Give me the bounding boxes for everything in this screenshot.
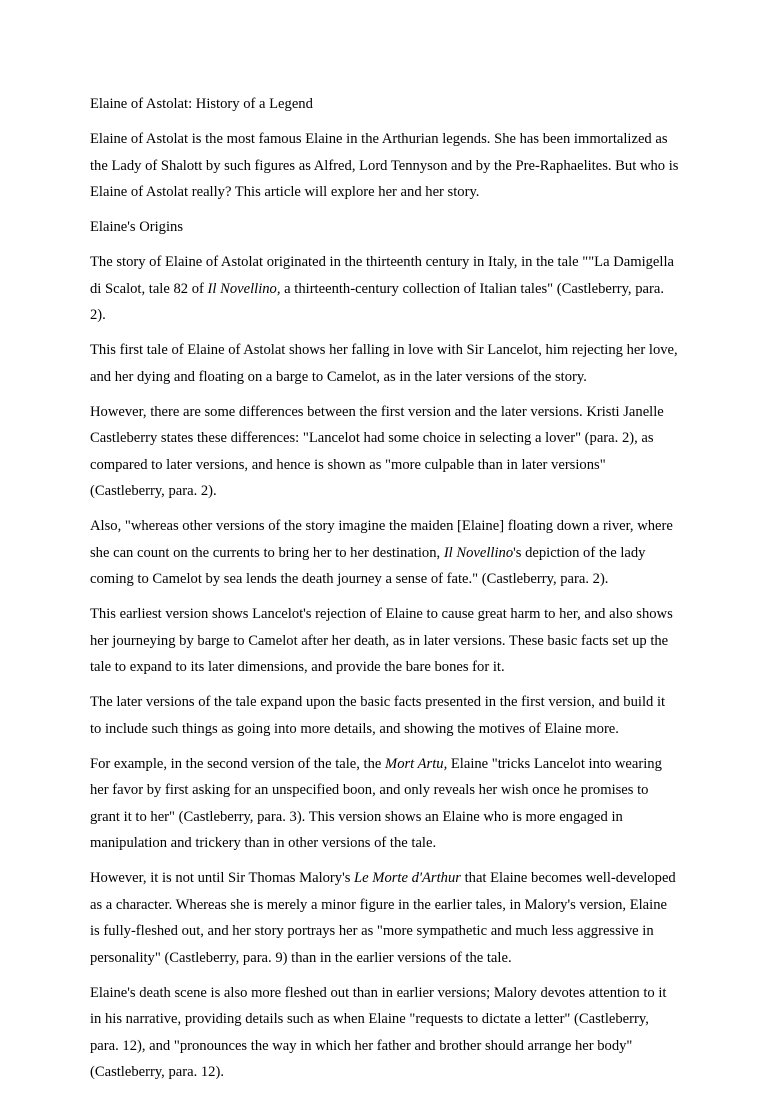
p1-italic-title: Il Novellino,: [207, 280, 281, 297]
p7-text-b: Elaine "tricks Lancelot into wearing her favor by first asking for an unspecified boon, and only reveals her wish once he promises to grant it to her" (Castleberry, para. 3). This version shows an Elaine who is more engaged in manipulation and trickery than in other versions of the tale.: [90, 755, 662, 851]
sea-journey-paragraph: [90, 513, 680, 593]
section-heading: Elaine's Origins: [90, 219, 184, 235]
origins-paragraph-2: This first tale of Elaine of Astolat shows her falling in love with Sir Lancelot, him rejecting her love, and her dying and floating on a barge to Camelot, as in the later versions of the story.: [90, 342, 678, 385]
document-title: Elaine of Astolat: History of a Legend: [90, 96, 313, 112]
document-page: [90, 91, 680, 1094]
p7-italic-title: Mort Artu,: [385, 755, 448, 772]
p4-italic-title: Il Novellino: [443, 544, 514, 561]
p8-italic-title: Le Morte d'Arthur: [354, 870, 461, 886]
p4-text-a: Also, "whereas other versions of the story imagine the maiden [Elaine] floating down a river, where she can count on the currents to bring her to her destination,: [90, 518, 673, 561]
p1-text-a: The story of Elaine of Astolat originated in the thirteenth century in Italy, in the tale ""La Damigella di Scalot, tale 82 of: [90, 254, 674, 297]
malory-paragraph: [90, 865, 680, 971]
p4-text-b: 's depiction of the lady coming to Camelot by sea lends the death journey a sense of fate." (Castleberry, para. 2).: [90, 544, 646, 587]
p8-text-b: that Elaine becomes well-developed as a character. Whereas she is merely a minor figure in the earlier tales, in Malory's version, Elaine is fully-fleshed out, and her story portrays her as "more sympathetic and much less aggressive in personality" (Castleberry, para. 9) than in the earlier versions of the tale.: [90, 870, 676, 966]
intro-paragraph: Elaine of Astolat is the most famous Elaine in the Arthurian legends. She has been immortalized as the Lady of Shalott by such figures as Alfred, Lord Tennyson and by the Pre-Raphaelites. But who is Elaine of Astolat really? This article will explore her and her story.: [90, 131, 679, 200]
p8-text-a: However, it is not until Sir Thomas Malory's: [90, 870, 355, 886]
p1-text-b: a thirteenth-century collection of Italian tales" (Castleberry, para. 2).: [90, 280, 664, 323]
earliest-version-paragraph: This earliest version shows Lancelot's rejection of Elaine to cause great harm to her, and also shows her journeying by barge to Camelot after her death, as in later versions. These basic facts set up the tale to expand to its later dimensions, and provide the bare bones for it.: [90, 606, 673, 675]
death-scene-paragraph: Elaine's death scene is also more fleshed out than in earlier versions; Malory devotes attention to it in his narrative, providing details such as when Elaine "requests to dictate a letter" (Castleberry, para. 12), and "pronounces the way in which her father and brother should arrange her body" (Castleberry, para. 12).: [90, 984, 667, 1080]
p7-text-a: For example, in the second version of the tale, the: [90, 755, 386, 772]
origins-paragraph-1: [90, 249, 680, 329]
differences-paragraph: However, there are some differences between the first version and the later versions. Kristi Janelle Castleberry states these differences: "Lancelot had some choice in selecting a lover" (para. 2), as compared to later versions, and hence is shown as "more culpable than in later versions" (Castleberry, para. 2).: [90, 403, 664, 499]
later-versions-paragraph: The later versions of the tale expand upon the basic facts presented in the first version, and build it to include such things as going into more details, and showing the motives of Elaine more.: [90, 694, 666, 737]
mort-artu-paragraph: [90, 751, 680, 857]
